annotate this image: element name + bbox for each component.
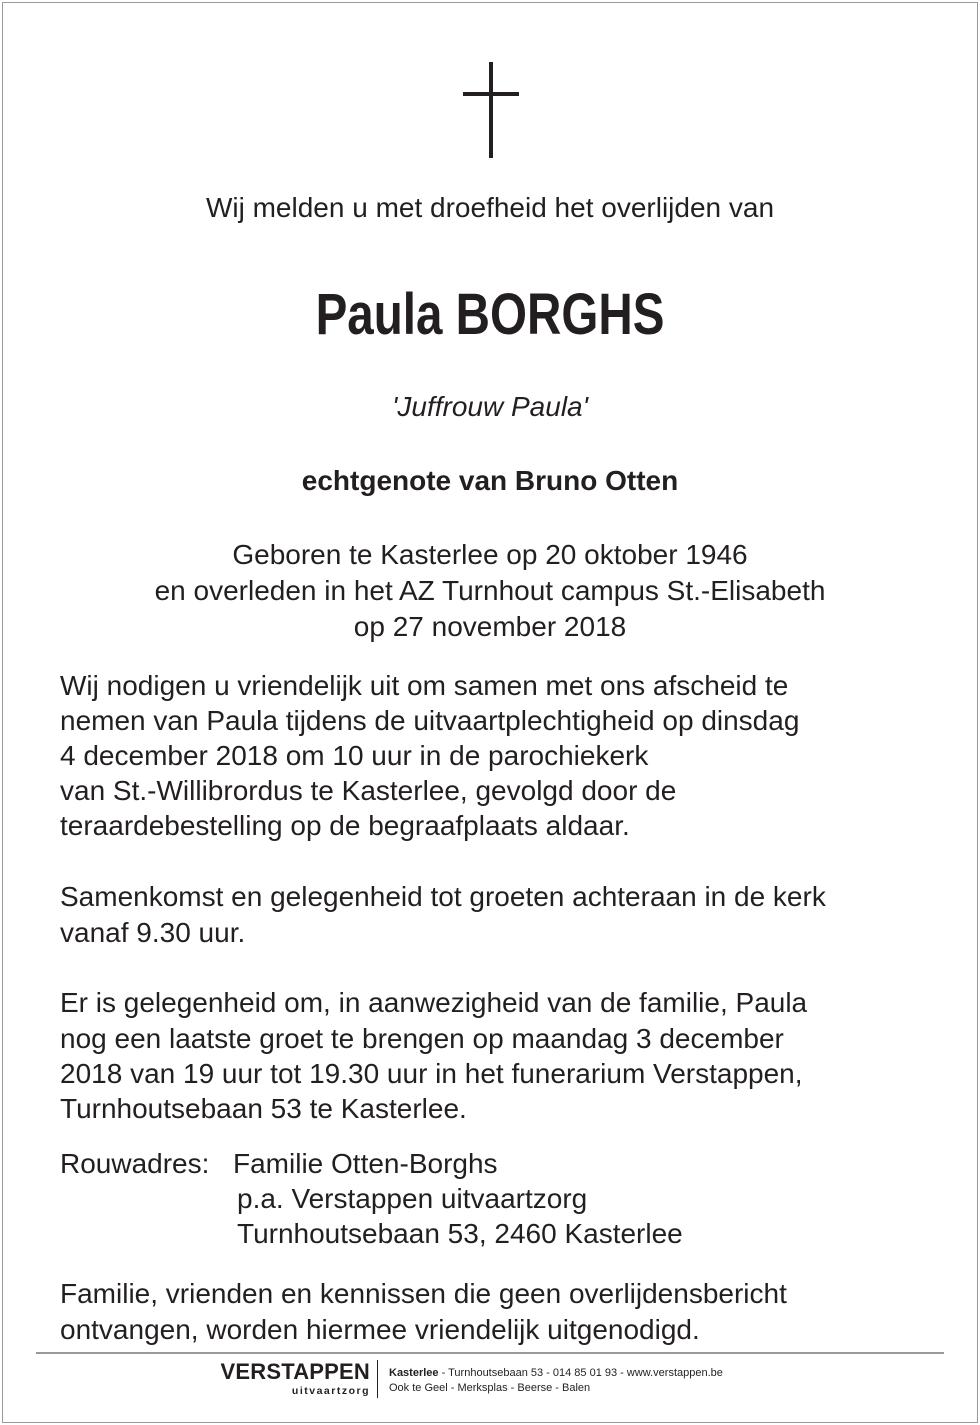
funeral-paragraph-line: 4 december 2018 om 10 uur in de parochiekerk bbox=[60, 740, 649, 771]
born-line: op 27 november 2018 bbox=[353, 611, 627, 642]
closing-line: Familie, vrienden en kennissen die geen overlijdensbericht bbox=[60, 1278, 787, 1309]
intro-text: Wij melden u met droefheid het overlijden van bbox=[205, 192, 775, 223]
footer-contact bbox=[389, 1366, 723, 1380]
footer-separator bbox=[377, 1360, 378, 1398]
logo-subtitle: uitvaartzorg bbox=[291, 1385, 370, 1397]
closing-line: ontvangen, worden hiermee vriendelijk uitgenodigd. bbox=[60, 1314, 700, 1345]
address-line: Turnhoutsebaan 53, 2460 Kasterlee bbox=[237, 1218, 683, 1249]
gathering-paragraph-line: vanaf 9.30 uur. bbox=[60, 917, 246, 948]
funeral-paragraph-line: Wij nodigen u vriendelijk uit om samen met ons afscheid te bbox=[60, 670, 789, 701]
born-line: Geboren te Kasterlee op 20 oktober 1946 bbox=[232, 539, 748, 570]
address-line: Familie Otten-Borghs bbox=[233, 1148, 498, 1179]
funeral-paragraph-line: nemen van Paula tijdens de uitvaartplechtigheid op dinsdag bbox=[60, 705, 800, 736]
visitation-paragraph-line: nog een laatste groet te brengen op maandag 3 december bbox=[60, 1023, 784, 1054]
nickname: 'Juffrouw Paula' bbox=[392, 391, 588, 422]
address-line: p.a. Verstappen uitvaartzorg bbox=[237, 1183, 588, 1214]
logo-name: VERSTAPPEN bbox=[220, 1359, 370, 1384]
deceased-name: Paula BORGHS bbox=[315, 282, 665, 347]
spouse-line: echtgenote van Bruno Otten bbox=[301, 465, 679, 496]
address-label: Rouwadres: bbox=[60, 1148, 210, 1179]
born-line: en overleden in het AZ Turnhout campus St.-Elisabeth bbox=[154, 575, 826, 606]
footer-city: Kasterlee bbox=[389, 1367, 439, 1379]
footer-branches: Ook te Geel - Merksplas - Beerse - Balen bbox=[389, 1382, 591, 1394]
visitation-paragraph-line: Er is gelegenheid om, in aanwezigheid van de familie, Paula bbox=[60, 987, 808, 1018]
funeral-paragraph-line: teraardebestelling op de begraafplaats aldaar. bbox=[60, 810, 630, 841]
verstappen-logo bbox=[220, 1360, 370, 1398]
funeral-paragraph-line: van St.-Willibrordus te Kasterlee, gevolgd door de bbox=[60, 775, 677, 806]
footer-divider bbox=[36, 1352, 944, 1354]
visitation-paragraph-line: 2018 van 19 uur tot 19.30 uur in het funerarium Verstappen, bbox=[60, 1058, 803, 1089]
gathering-paragraph-line: Samenkomst en gelegenheid tot groeten achteraan in de kerk bbox=[60, 881, 826, 912]
visitation-paragraph-line: Turnhoutsebaan 53 te Kasterlee. bbox=[60, 1093, 467, 1124]
footer-contact-details: - Turnhoutsebaan 53 - 014 85 01 93 - www.verstappen.be bbox=[438, 1367, 723, 1379]
cross-icon bbox=[463, 62, 519, 158]
